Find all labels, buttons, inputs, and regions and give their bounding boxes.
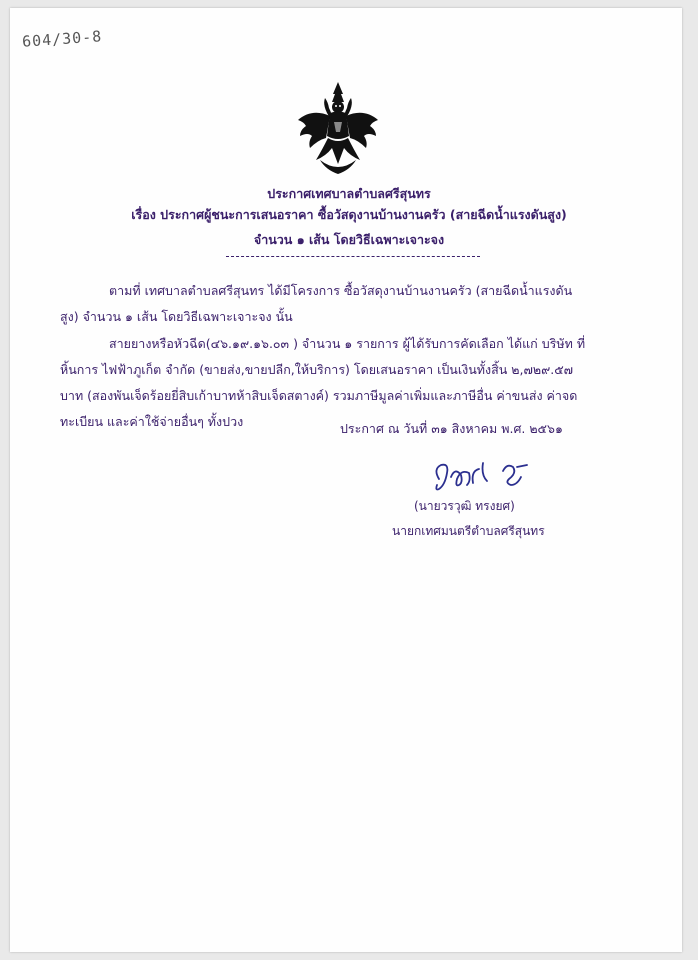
announcement-title: ประกาศเทศบาลตำบลศรีสุนทร — [267, 186, 431, 201]
signer-name: (นายวรวุฒิ ทรงยศ) — [414, 499, 515, 513]
announcement-date: ประกาศ ณ วันที่ ๓๑ สิงหาคม พ.ศ. ๒๕๖๑ — [340, 421, 563, 436]
signer-position: นายกเทศมนตรีตำบลศรีสุนทร — [392, 524, 545, 538]
garuda-emblem-icon — [292, 80, 384, 178]
handwritten-note: 604/30-8 — [21, 27, 103, 51]
announcement-subject: เรื่อง ประกาศผู้ชนะการเสนอราคา ซื้อวัสดุงานบ้านงานครัว (สายฉีดน้ำแรงดันสูง) — [131, 207, 567, 222]
handwritten-signature — [425, 455, 545, 495]
divider — [226, 256, 480, 257]
body-paragraph-1: ตามที่ เทศบาลตำบลศรีสุนทร ได้มีโครงการ ซื้อวัสดุงานบ้านงานครัว (สายฉีดน้ำแรงดันสูง) จำนวน ๑ เส้น โดยวิธีเฉพาะเจาะจง นั้น — [60, 283, 573, 324]
announcement-subject-detail: จำนวน ๑ เส้น โดยวิธีเฉพาะเจาะจง — [253, 232, 445, 247]
body-paragraph-2: สายยางหรือหัวฉีด(๔๖.๑๙.๑๖.๐๓ ) จำนวน ๑ รายการ ผู้ได้รับการคัดเลือก ได้แก่ บริษัท ที่หิ้นการ ไฟฟ้าภูเก็ต จำกัด (ขายส่ง,ขายปลีก,ให้บริการ) โดยเสนอราคา เป็นเงินทั้งสิ้น ๒,๗๒๙.๕๗ บาท (สองพันเจ็ดร้อยยี่สิบเก้าบาทห้าสิบเจ็ดสตางค์) รวมภาษีมูลค่าเพิ่มและภาษีอื่น ค่าขนส่ง ค่าจดทะเบียน และค่าใช้จ่ายอื่นๆ ทั้งปวง — [60, 336, 586, 429]
